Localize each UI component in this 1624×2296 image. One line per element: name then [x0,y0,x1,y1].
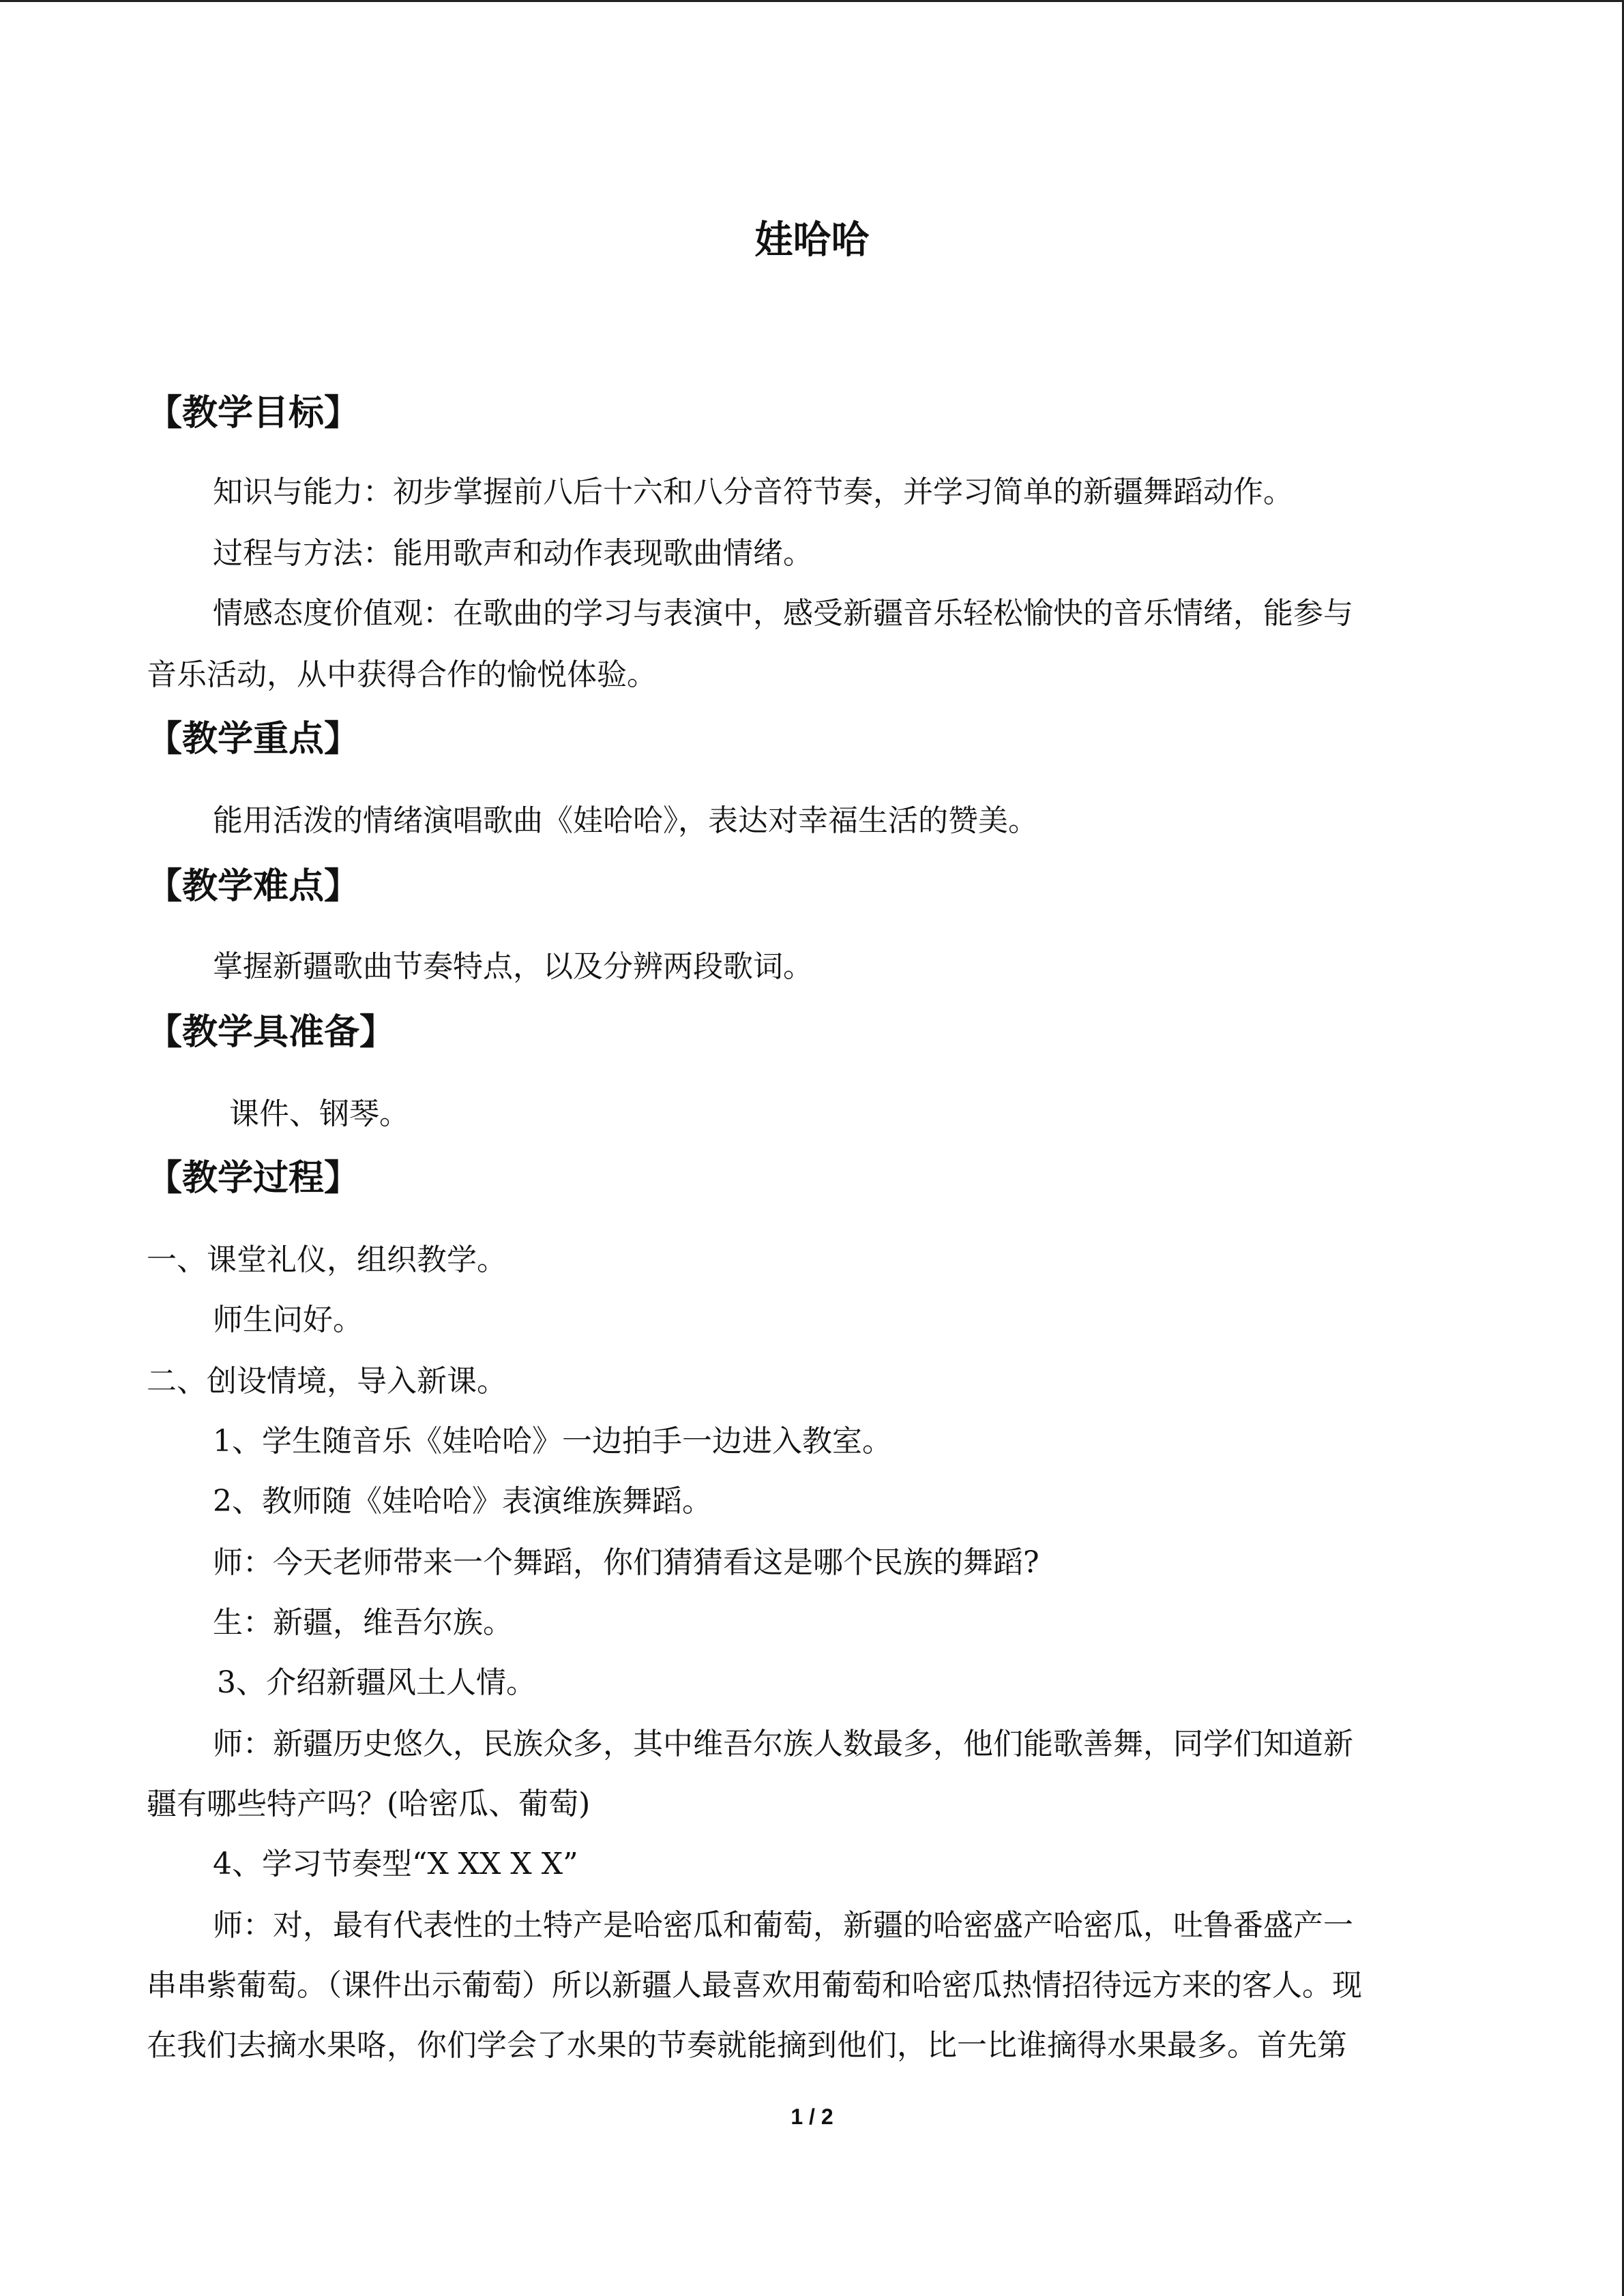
process-line: 一、课堂礼仪，组织教学。 [147,1242,507,1277]
process-line: 生：新疆，维吾尔族。 [213,1605,513,1640]
heading-process: 【教学过程】 [147,1157,360,1199]
page-title: 娃哈哈 [754,218,870,263]
heading-key-points: 【教学重点】 [147,718,360,760]
key-points-line: 能用活泼的情绪演唱歌曲《娃哈哈》，表达对幸福生活的赞美。 [213,803,1038,838]
process-line: 4、学习节奏型“X XX X X” [213,1847,578,1881]
process-line: 二、创设情境，导入新课。 [147,1364,507,1399]
process-line: 师生问好。 [213,1302,363,1337]
process-line: 3、介绍新疆风土人情。 [217,1665,536,1700]
process-line: 串串紫葡萄。（课件出示葡萄）所以新疆人最喜欢用葡萄和哈密瓜热情招待远方来的客人。现 [147,1968,1362,2003]
process-line: 1、学生随音乐《娃哈哈》一边拍手一边进入教室。 [213,1424,892,1459]
heading-materials: 【教学具准备】 [147,1011,396,1053]
difficulties-line: 掌握新疆歌曲节奏特点，以及分辨两段歌词。 [213,949,813,984]
heading-difficulties: 【教学难点】 [147,865,360,907]
process-line: 2、教师随《娃哈哈》表演维族舞蹈。 [213,1484,712,1519]
goals-line: 知识与能力：初步掌握前八后十六和八分音符节奏，并学习简单的新疆舞蹈动作。 [213,475,1293,509]
goals-line: 音乐活动，从中获得合作的愉悦体验。 [147,657,657,692]
goals-line: 情感态度价值观：在歌曲的学习与表演中，感受新疆音乐轻松愉快的音乐情绪，能参与 [213,596,1353,631]
goals-line: 过程与方法：能用歌声和动作表现歌曲情绪。 [213,536,813,571]
page-number: 1 / 2 [791,2104,833,2129]
heading-goals: 【教学目标】 [147,392,360,434]
process-line: 师：新疆历史悠久，民族众多，其中维吾尔族人数最多，他们能歌善舞，同学们知道新 [213,1727,1353,1761]
process-line: 在我们去摘水果咯，你们学会了水果的节奏就能摘到他们，比一比谁摘得水果最多。首先第 [147,2028,1347,2063]
process-line: 师：今天老师带来一个舞蹈，你们猜猜看这是哪个民族的舞蹈? [213,1545,1039,1580]
materials-line: 课件、钢琴。 [229,1097,409,1131]
process-line: 师：对，最有代表性的土特产是哈密瓜和葡萄，新疆的哈密盛产哈密瓜，吐鲁番盛产一 [213,1908,1353,1943]
process-line: 疆有哪些特产吗？(哈密瓜、葡萄) [147,1787,591,1821]
page-border-top [0,0,1624,2]
